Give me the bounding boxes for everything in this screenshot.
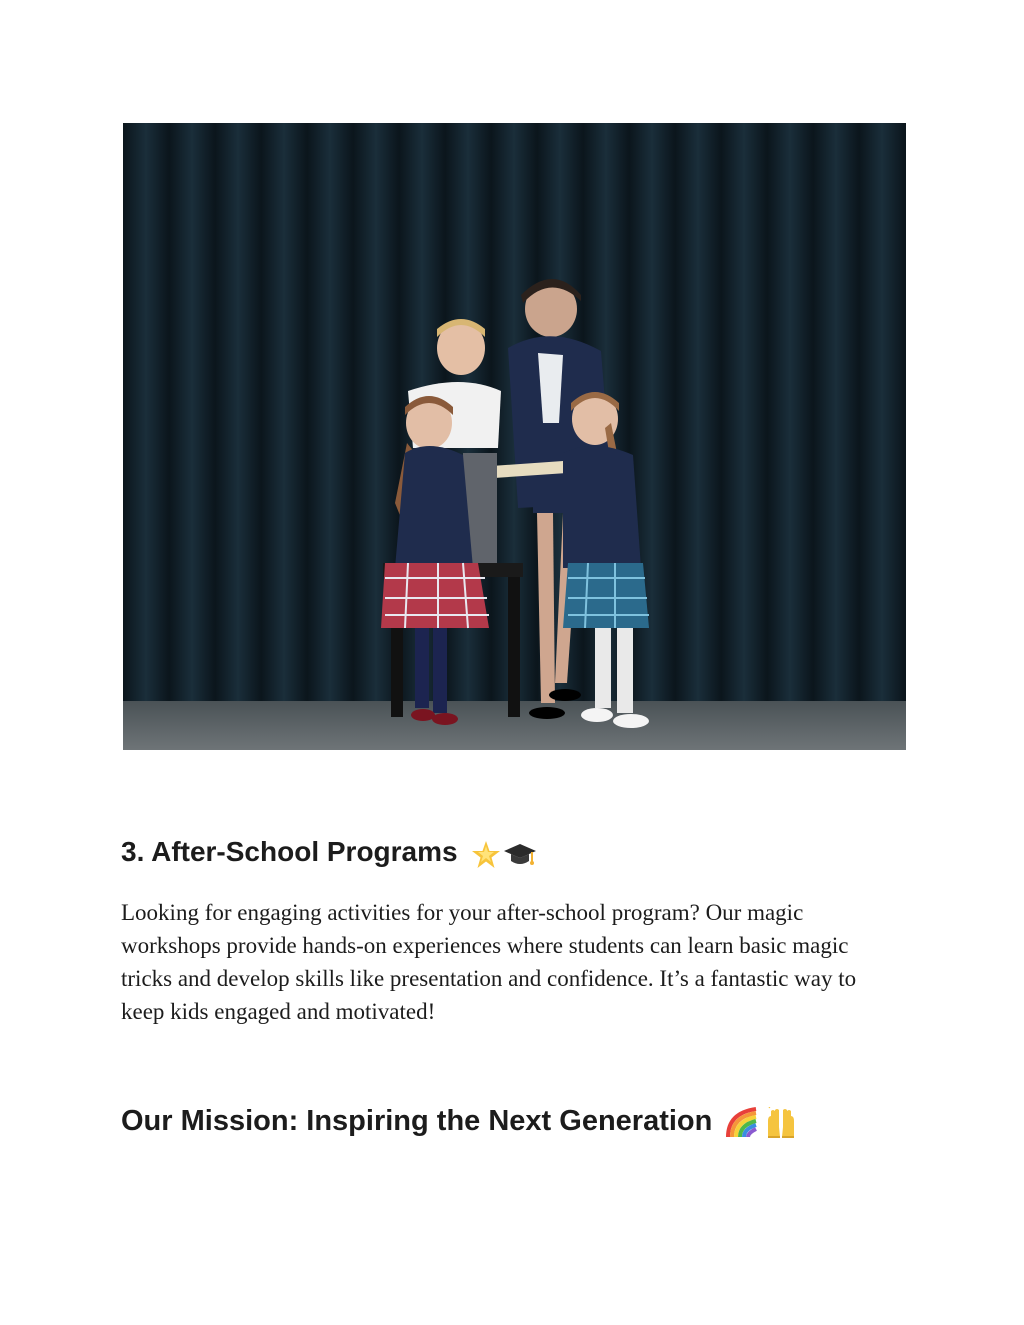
raising-hands-icon — [764, 1106, 798, 1139]
glowing-star-icon — [471, 837, 501, 870]
mission-heading-text: Our Mission: Inspiring the Next Generation — [121, 1105, 713, 1137]
mission-heading — [121, 1105, 798, 1139]
rainbow-icon — [726, 1106, 760, 1139]
section-heading-text: 3. After-School Programs — [121, 836, 458, 867]
section-heading — [121, 836, 537, 870]
graduation-cap-icon — [503, 837, 537, 870]
teacher-with-children-photo — [123, 123, 906, 750]
section-paragraph: Looking for engaging activities for your after-school program? Our magic workshops provide hands-on experiences where students can learn basic magic tricks and develop skills like presentation and confidence. It’s a fantastic way to keep kids engaged and motivated! — [121, 900, 857, 1024]
